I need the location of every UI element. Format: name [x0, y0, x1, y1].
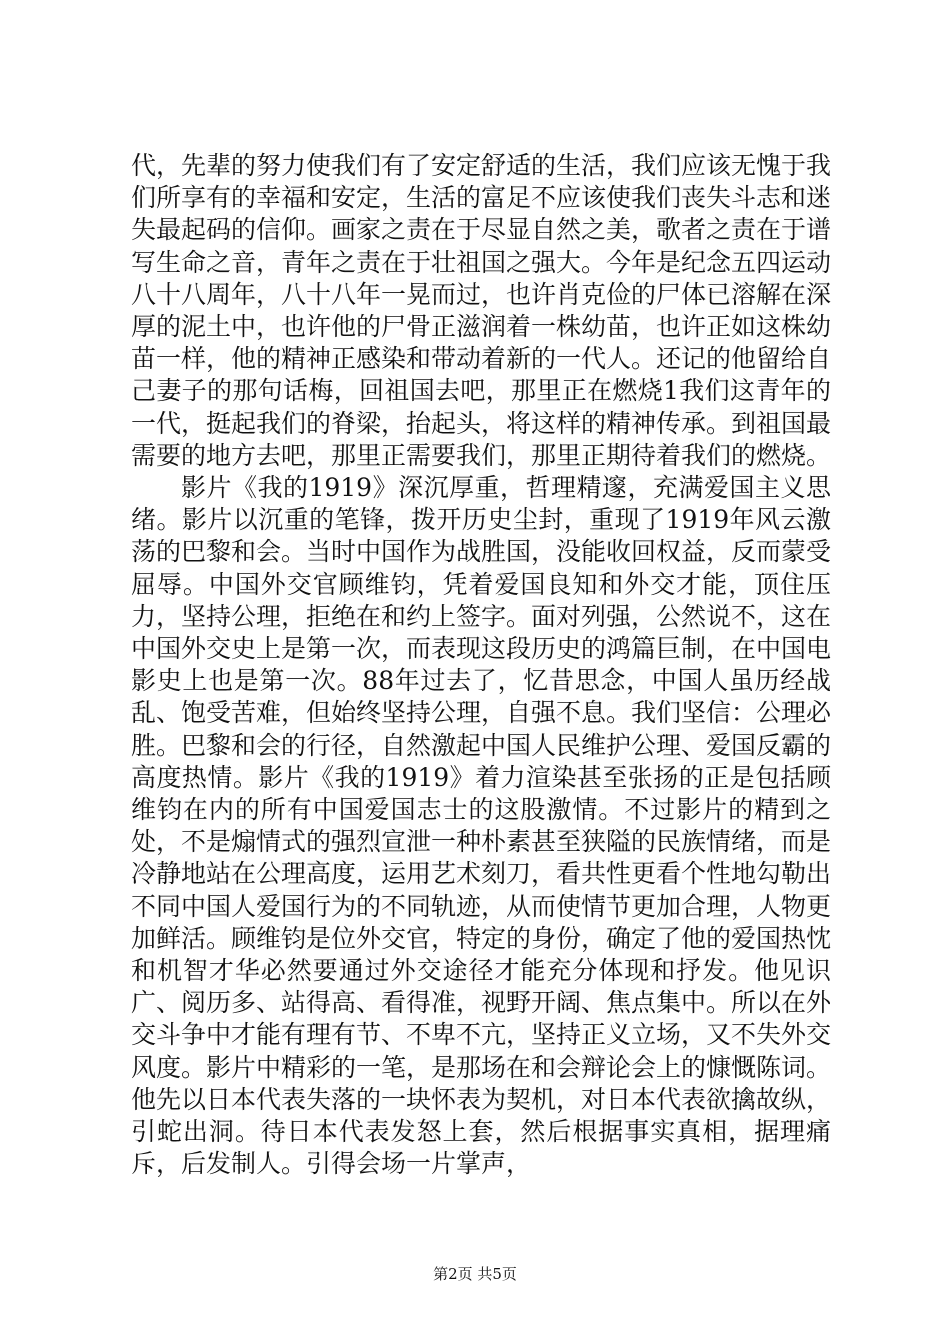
page-footer: 第2页 共5页 [433, 1265, 517, 1283]
paragraph-film-review: 影片《我的1919》深沉厚重，哲理精邃，充满爱国主义思绪。影片以沉重的笔锋，拨开历史尘封，重现了1919年风云激荡的巴黎和会。当时中国作为战胜国，没能收回权益，反而蒙受屈辱。中国外交官顾维钧，凭着爱国良知和外交才能，顶住压力，坚持公理，拒绝在和约上签字。面对列强，公然说不，这在中国外交史上是第一次，而表现这段历史的鸿篇巨制，在中国电影史上也是第一次。88年过去了，忆昔思念，中国人虽历经战乱、饱受苦难，但始终坚持公理，自强不息。我们坚信：公理必胜。巴黎和会的行径，自然激起中国人民维护公理、爱国反霸的高度热情。影片《我的1919》着力渲染甚至张扬的正是包括顾维钧在内的所有中国爱国志士的这股激情。不过影片的精到之处，不是煽情式的强烈宣泄一种朴素甚至狭隘的民族情绪，而是冷静地站在公理高度，运用艺术刻刀，看共性更看个性地勾勒出不同中国人爱国行为的不同轨迹，从而使情节更加合理，人物更加鲜活。顾维钧是位外交官，特定的身份，确定了他的爱国热忱和机智才华必然要通过外交途径才能充分体现和抒发。他见识广、阅历多、站得高、看得准，视野开阔、焦点集中。所以在外交斗争中才能有理有节、不卑不亢，坚持正义立场，又不失外交风度。影片中精彩的一笔，是那场在和会辩论会上的慷慨陈词。他先以日本代表失落的一块怀表为契机，对日本代表欲擒故纵，引蛇出洞。待日本代表发怒上套，然后根据事实真相，据理痛斥，后发制人。引得会场一片掌声， [131, 473, 832, 1179]
paragraph-continuation: 代，先辈的努力使我们有了安定舒适的生活，我们应该无愧于我们所享有的幸福和安定，生活的富足不应该使我们丧失斗志和迷失最起码的信仰。画家之责在于尽显自然之美，歌者之责在于谱写生命之音，青年之责在于壮祖国之强大。今年是纪念五四运动八十八周年，八十八年一晃而过，也许肖克俭的尸体已溶解在深厚的泥土中，也许他的尸骨正滋润着一株幼苗，也许正如这株幼苗一样，他的精神正感染和带动着新的一代人。还记的他留给自己妻子的那句话梅，回祖国去吧，那里正在燃烧1我们这青年的一代，挺起我们的脊梁，抬起头，将这样的精神传承。到祖国最需要的地方去吧，那里正需要我们，那里正期待着我们的燃烧。 [131, 151, 832, 470]
document-body [131, 150, 831, 1181]
